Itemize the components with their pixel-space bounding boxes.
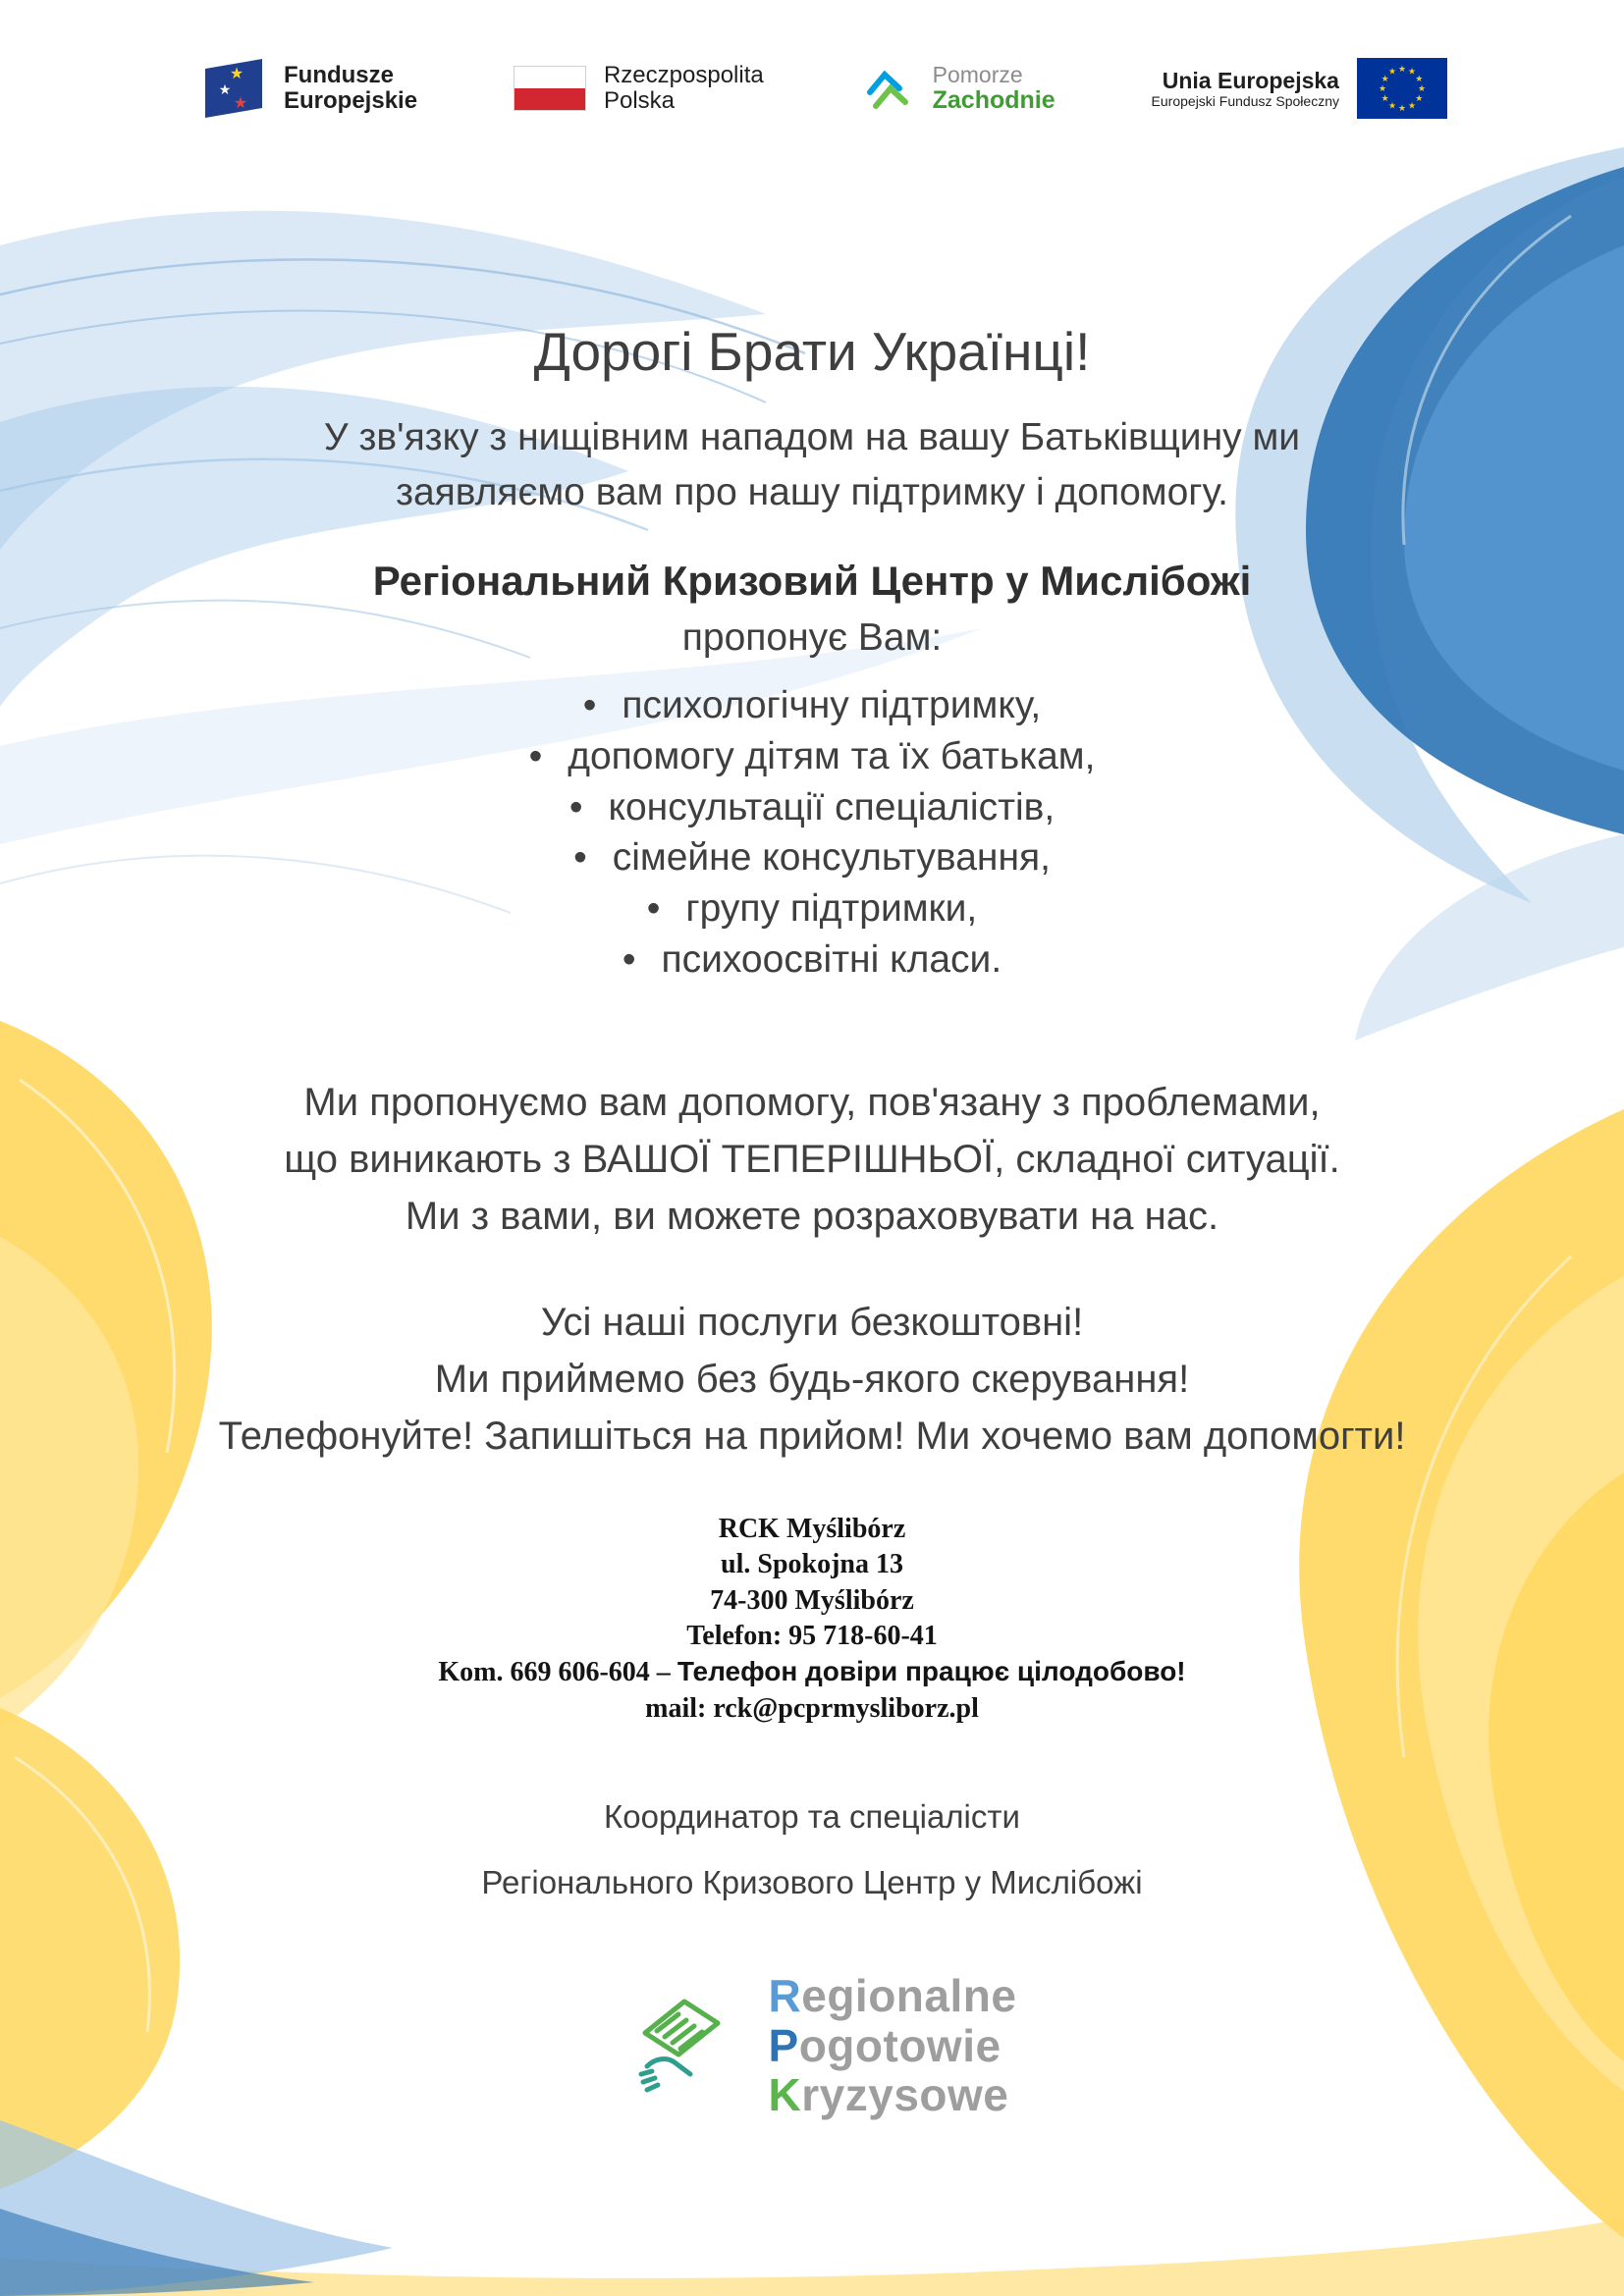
poland-flag-icon [514, 66, 586, 111]
rpk-initial-r: R [768, 1970, 802, 2022]
contact-hotline-note: Телефон довіри працює цілодобово! [677, 1656, 1186, 1687]
eu-label [1152, 68, 1339, 110]
svg-text:★: ★ [1417, 83, 1427, 93]
svg-text:★: ★ [229, 66, 244, 82]
funding-logos-bar [0, 0, 1624, 120]
offers-label: пропонує Вам: [681, 616, 943, 660]
help-line1: Ми пропонуємо вам допомогу, пов'язану з проблемами, [303, 1080, 1321, 1124]
pomorze-zachodnie-icon [860, 61, 915, 116]
fundusze-europejskie-flag-icon [201, 57, 266, 120]
poland-line2: Polska [603, 87, 676, 114]
contact-block [0, 1512, 1624, 1727]
rpk-hands-icon [608, 1972, 755, 2119]
rpk-word-pogotowie [769, 2021, 1017, 2071]
svg-text:★: ★ [1407, 100, 1417, 111]
poland-line1: Rzeczpospolita [603, 61, 764, 88]
signature-line2: Регіонального Кризового Центр у Мислібожі [481, 1863, 1143, 1900]
crisis-center-name: Регіональний Кризовий Центр у Мислібожі [372, 558, 1252, 604]
intro-paragraph [0, 410, 1624, 519]
contact-email: mail: rck@pcprmysliborz.pl [645, 1692, 979, 1724]
funds-logo-line1: Fundusze [284, 61, 394, 88]
svg-text:★: ★ [1380, 74, 1389, 83]
svg-text:★: ★ [1397, 64, 1407, 74]
bullet-item: • психологічну підтримку, [0, 683, 1624, 729]
services-paragraph [0, 1294, 1624, 1465]
help-line2: що виникають з ВАШОЇ ТЕПЕРІШНЬОЇ, складної ситуації. [284, 1137, 1340, 1181]
pomorze-line1: Pomorze [932, 61, 1023, 87]
svg-text:★: ★ [1387, 66, 1397, 77]
eu-flag-icon [1357, 58, 1447, 119]
bullet-item: • допомогу дітям та їх батькам, [0, 734, 1624, 780]
bullet-item: • сімейне консультування, [0, 835, 1624, 881]
contact-city: 74-300 Myślibórz [710, 1584, 914, 1616]
logo-unia-europejska [1152, 58, 1447, 119]
svg-text:★: ★ [1397, 103, 1407, 113]
svg-text:★: ★ [1378, 83, 1387, 93]
rpk-word-kryzysowe [769, 2070, 1017, 2120]
poland-label [604, 63, 764, 115]
logo-rzeczpospolita-polska [514, 63, 764, 115]
rpk-rest-3: ryzysowe [801, 2069, 1009, 2121]
fundusze-europejskie-label [284, 63, 417, 115]
rpk-initial-p: P [768, 2019, 799, 2071]
svg-text:★: ★ [1380, 93, 1389, 103]
rpk-word-regionalne [769, 1971, 1017, 2021]
svg-text:★: ★ [1415, 74, 1424, 83]
rpk-logo [0, 1971, 1624, 2120]
svg-text:★: ★ [233, 95, 248, 112]
logo-pomorze-zachodnie [860, 61, 1056, 116]
bullet-item: • психоосвітні класи. [0, 937, 1624, 984]
rpk-logo-text [769, 1971, 1017, 2120]
rpk-rest-2: ogotowie [798, 2019, 1001, 2071]
svg-text:★: ★ [1387, 100, 1397, 111]
flyer-content [0, 321, 1624, 2120]
svg-text:★: ★ [218, 81, 232, 97]
contact-phone: Telefon: 95 718-60-41 [686, 1620, 938, 1651]
svg-text:★: ★ [1407, 66, 1417, 77]
rpk-rest-1: egionalne [801, 1970, 1017, 2022]
logo-fundusze-europejskie [201, 57, 417, 120]
signature-line1: Координатор та спеціалісти [604, 1798, 1020, 1836]
bullet-item: • консультації спеціалістів, [0, 785, 1624, 831]
services-line3: Телефонуйте! Запишіться на прийом! Ми хочемо вам допомогти! [218, 1414, 1406, 1458]
contact-mobile [0, 1654, 1624, 1690]
services-list [0, 683, 1624, 984]
contact-name: RCK Myślibórz [718, 1513, 906, 1544]
services-line1: Усі наші послуги безкоштовні! [540, 1300, 1084, 1344]
rpk-initial-k: K [768, 2069, 802, 2121]
eu-line2: Europejski Fundusz Społeczny [1151, 93, 1339, 110]
intro-line1: У зв'язку з нищівним нападом на вашу Батьківщину ми [323, 416, 1301, 459]
pomorze-line2: Zachodnie [932, 85, 1056, 114]
services-line2: Ми приймемо без будь-якого скерування! [434, 1357, 1190, 1401]
bullet-item: • групу підтримки, [0, 886, 1624, 933]
contact-street: ul. Spokojna 13 [721, 1549, 903, 1580]
funds-logo-line2: Europejskie [284, 87, 418, 114]
contact-mobile-number: Kom. 669 606-604 – [438, 1657, 677, 1688]
pomorze-label [933, 63, 1056, 115]
eu-line1: Unia Europejska [1162, 67, 1339, 93]
svg-text:★: ★ [1415, 93, 1424, 103]
intro-line2: заявляємо вам про нашу підтримку і допомогу. [396, 470, 1228, 513]
page-title: Дорогі Брати Українці! [533, 321, 1091, 382]
help-paragraph [0, 1074, 1624, 1245]
help-line3: Ми з вами, ви можете розраховувати на нас. [405, 1194, 1219, 1238]
